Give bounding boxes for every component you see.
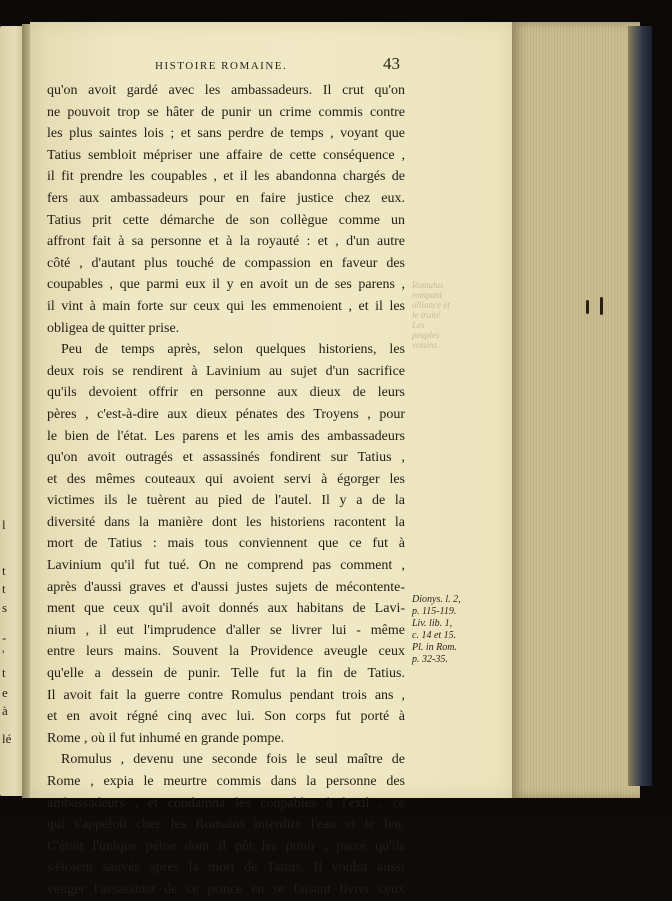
text-line: qu'on avoit gardé avec les ambassadeurs. Il crut qu'on: [47, 83, 405, 98]
margin-reference: Dionys. l. 2,: [412, 594, 461, 605]
text-line: fers aux ambassadeurs pour en faire justice chez eux.: [47, 190, 405, 206]
text-line: qui s'appeloit chez les Romains interdire l'eau et le feu.: [47, 817, 405, 833]
text-line: Tatius prit cette démarche de son collègue comme un: [47, 212, 405, 228]
margin-reference: p. 32-35.: [412, 654, 448, 665]
text-line: ne pouvoit trop se hâter de punir un crime commis contre: [47, 104, 405, 120]
text-line: Romulus , devenu une seconde fois le seul maître de: [61, 752, 405, 768]
text-line: qu'elle a dessein de punir. Telle fut la fin de Tatius.: [47, 666, 405, 682]
book-cover-edge: [628, 26, 652, 786]
text-line: coupables , que parmi eux il y en avoit un de ses parens ,: [47, 277, 405, 293]
left-page-fragment: s: [2, 600, 8, 615]
margin-reference: p. 115-119.: [412, 606, 457, 617]
text-line: entre leurs mains. Souvent la Providence aveugle ceux: [47, 644, 405, 660]
text-line: deux rois se rendirent à Lavinium au sujet d'un sacrifice: [47, 363, 405, 379]
left-page-fragment: lé: [2, 731, 12, 746]
text-line: et en avoit régné cinq avec lui. Son corps fut porté à: [47, 709, 405, 725]
text-line: affront fait à sa personne et à la royauté : et , d'un autre: [47, 234, 405, 250]
text-line: pères , c'est-à-dire aux dieux pénates des Troyens , pour: [47, 406, 405, 422]
text-line: diversité dans la manière dont les historiens racontent la: [47, 514, 405, 530]
text-line: obligea de quitter prise.: [47, 320, 180, 336]
text-line: le bien de l'état. Les parens et les amis des ambassadeurs: [47, 428, 405, 444]
page-edges: [512, 22, 640, 798]
ink-spot: [586, 300, 589, 314]
text-line: après d'aussi graves et d'aussi justes sujets de mécontente-: [47, 579, 405, 595]
text-line: il vint à main forte sur ceux qui les emmenoient , et il les: [47, 298, 405, 314]
left-page-fragment: t: [2, 665, 6, 680]
text-line: venger l'assassinat de ce prince en se faisant livrer ceux: [47, 881, 405, 897]
text-line: ambassadeurs , et condamna les coupables à l'exil , ce: [47, 795, 405, 811]
left-page-fragment: ': [2, 647, 5, 662]
text-line: Lavinium qu'il fut tué. On ne comprend pas comment ,: [47, 558, 405, 574]
text-line: mort de Tatius : mais tous conviennent que ce fut à: [47, 536, 405, 552]
text-line: et des mêmes couteaux qui avoient servi à égorger les: [47, 471, 405, 487]
left-page-fragment: t: [2, 581, 6, 596]
text-line: Rome , où il fut inhumé en grande pompe.: [47, 730, 285, 746]
margin-references: [412, 594, 461, 666]
body-text: [47, 80, 405, 901]
text-line: côté , d'autant plus touché de compassion en faveur des: [47, 255, 405, 271]
text-line: victimes ils le tuèrent au pied de l'autel. Il y a de la: [47, 493, 405, 509]
left-page-fragment: e: [2, 685, 8, 700]
left-page-fragment: t: [2, 563, 6, 578]
text-line: C'étoit l'unique peine dont il pût les punir , parce qu'ils: [47, 838, 405, 854]
ink-spot: [600, 297, 603, 315]
margin-reference: Pl. in Rom.: [412, 642, 457, 653]
bleed-through-text: Romulus rompant alliance et le traité Les peuples voisins.: [412, 280, 450, 350]
text-line: les plus saintes lois ; et sans perdre de temps , voyant que: [47, 126, 405, 142]
text-line: ment que ceux qu'il avoit donnés aux habitans de Lavi-: [47, 601, 405, 617]
left-page-fragment: à: [2, 703, 8, 718]
text-line: s'étoient sauvés après la mort de Tatius. Il voulut aussi: [47, 860, 405, 876]
page-number: 43: [383, 54, 400, 73]
text-line: Rome , expia le meurtre commis dans la personne des: [47, 774, 405, 789]
text-line: Il avoit fait la guerre contre Romulus pendant trois ans ,: [47, 687, 405, 703]
text-line: Peu de temps après, selon quelques historiens, les: [61, 342, 405, 358]
text-line: il fit prendre les coupables , et il les abandonna chargés de: [47, 169, 405, 185]
text-line: qu'ils devoient offrir en personne aux dieux de leurs: [47, 385, 405, 401]
text-line: qu'on avoit outragés et assassinés fondirent sur Tatius ,: [47, 450, 405, 466]
left-page-fragment: -: [2, 630, 7, 645]
left-page: [0, 26, 24, 796]
margin-reference: Liv. lib. 1,: [412, 618, 453, 629]
text-line: nium , il eut l'imprudence d'aller se livrer lui - même: [47, 622, 405, 638]
text-line: Tatius sembloit mépriser une affaire de cette conséquence ,: [47, 147, 405, 163]
margin-reference: c. 14 et 15.: [412, 630, 457, 641]
running-head: HISTOIRE ROMAINE.: [155, 60, 288, 72]
left-page-fragment: l: [2, 517, 6, 532]
